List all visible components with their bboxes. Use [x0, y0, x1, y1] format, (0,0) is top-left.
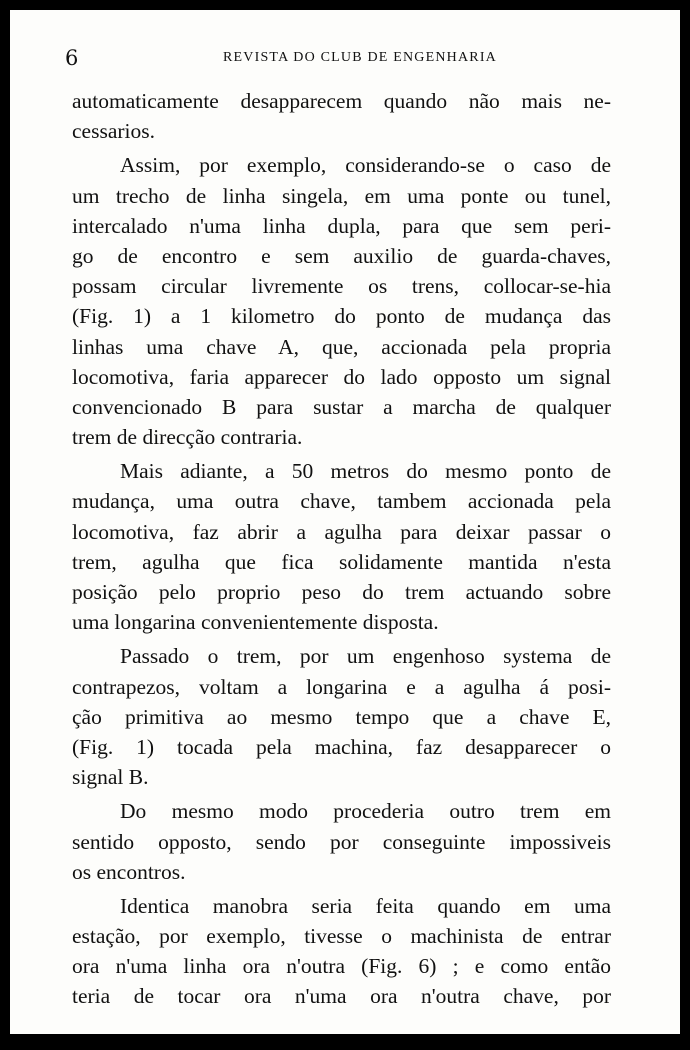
text-line: teria de tocar ora n'uma ora n'outra chave, por	[72, 984, 611, 1009]
text-line: (Fig. 1) tocada pela machina, faz desapparecer o	[72, 734, 611, 759]
text-line: posição pelo proprio peso do trem actuando sobre	[72, 580, 611, 604]
text-line: Passado o trem, por um engenhoso systema de	[120, 644, 611, 669]
paragraph	[72, 456, 611, 637]
text-line: Identica manobra seria feita quando em uma	[120, 893, 611, 918]
text-line: intercalado n'uma linha dupla, para que sem peri-	[72, 213, 611, 238]
text-line: sentido opposto, sendo por conseguinte impossiveis	[72, 829, 611, 854]
text-line: convencionado B para sustar a marcha de qualquer	[72, 394, 611, 419]
text-line: contrapezos, voltam a longarina e a agulha á posi-	[72, 674, 611, 699]
text-line: ora n'uma linha ora n'outra (Fig. 6) ; e como então	[72, 954, 611, 979]
paragraph	[72, 86, 611, 146]
text-line: mudança, uma outra chave, tambem accionada pela	[72, 489, 611, 514]
running-head: REVISTA DO CLUB DE ENGENHARIA	[222, 50, 497, 65]
paragraph	[72, 891, 611, 1012]
text-line: uma longarina convenientemente disposta.	[72, 610, 439, 635]
text-line: Mais adiante, a 50 metros do mesmo ponto de	[120, 459, 611, 484]
paragraph	[72, 796, 611, 887]
text-line: um trecho de linha singela, em uma ponte ou tunel,	[72, 183, 611, 208]
text-line: estação, por exemplo, tivesse o machinista de entrar	[72, 924, 611, 949]
page-number: 6	[65, 46, 79, 70]
text-line: trem de direcção contraria.	[72, 425, 303, 450]
paragraph	[72, 150, 611, 452]
text-line: locomotiva, faz abrir a agulha para deixar passar o	[72, 519, 611, 544]
text-line: linhas uma chave A, que, accionada pela propria	[72, 334, 611, 359]
text-line: Do mesmo modo procederia outro trem em	[120, 799, 611, 824]
page-header	[10, 46, 680, 70]
text-line: automaticamente desapparecem quando não mais ne-	[72, 89, 611, 113]
text-line: signal B.	[72, 765, 149, 790]
body-text	[72, 86, 611, 1016]
text-line: trem, agulha que fica solidamente mantida n'esta	[72, 549, 611, 574]
text-line: possam circular livremente os trens, collocar-se-hia	[72, 274, 611, 299]
text-line: ção primitiva ao mesmo tempo que a chave E,	[72, 704, 611, 729]
text-line: cessarios.	[72, 119, 155, 144]
text-line: (Fig. 1) a 1 kilometro do ponto de mudança das	[72, 304, 611, 329]
text-line: os encontros.	[72, 859, 186, 884]
paragraph	[72, 641, 611, 792]
document-page	[10, 10, 680, 1034]
text-line: go de encontro e sem auxilio de guarda-chaves,	[72, 243, 611, 268]
text-line: locomotiva, faria apparecer do lado opposto um signal	[72, 364, 611, 389]
text-line: Assim, por exemplo, considerando-se o caso de	[120, 153, 611, 178]
